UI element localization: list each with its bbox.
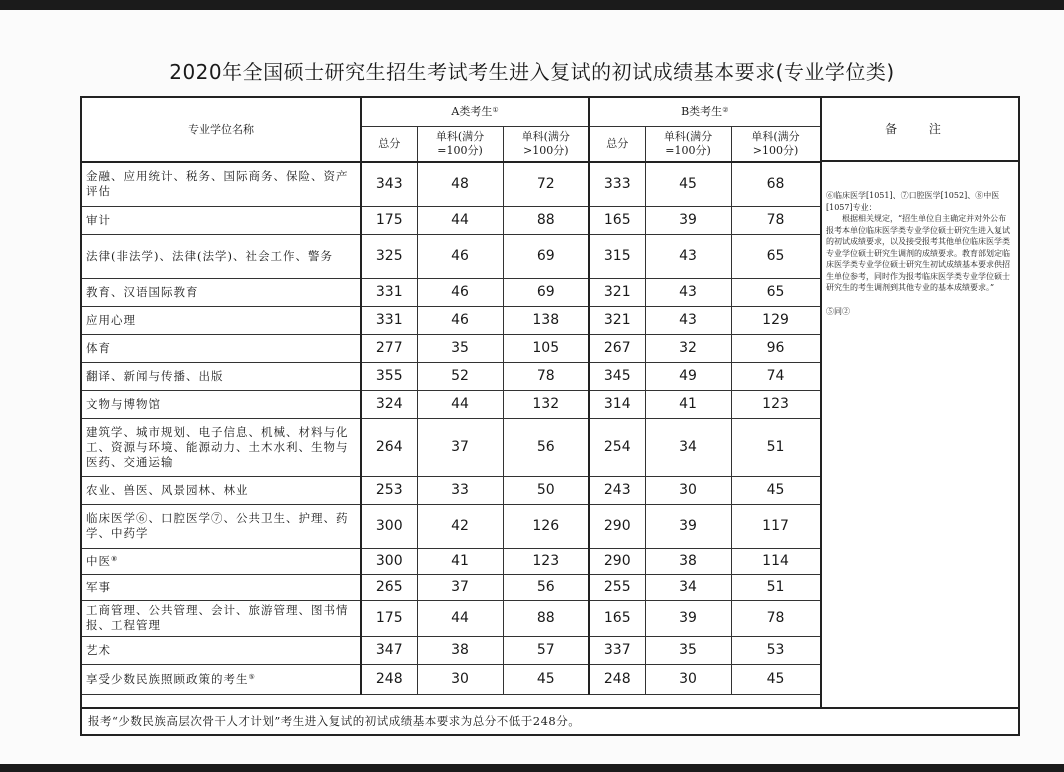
score-b-total: 314	[589, 390, 645, 418]
score-a-gt100: 57	[503, 636, 589, 664]
major-name: 中医	[86, 553, 111, 568]
score-a-total: 175	[361, 600, 417, 636]
score-b-gt100: 78	[731, 600, 820, 636]
score-b-total: 290	[589, 548, 645, 574]
score-b-100: 43	[645, 278, 731, 306]
remarks-line-2: 根据相关规定，“招生单位自主确定并对外公布报考本单位临床医学类专业学位硕士研究生进入复试的初试成绩要求，以及接受报考其他单位临床医学类专业学位硕士研究生调剂的成绩要求。教育部划定临床医学类专业学位硕士研究生初试成绩基本要求供招生单位参考，同时作为报考临床医学类专业学位硕士研究生的考生调剂到其他专业的基本成绩要求。”	[826, 214, 1010, 292]
score-a-total: 277	[361, 334, 417, 362]
major-footnote-mark: ⑧	[111, 554, 119, 563]
score-b-100: 35	[645, 636, 731, 664]
score-a-total: 175	[361, 206, 417, 234]
score-b-100: 41	[645, 390, 731, 418]
score-a-total: 265	[361, 574, 417, 600]
major-name-cell	[82, 390, 361, 418]
major-name-cell	[82, 362, 361, 390]
score-b-total: 248	[589, 664, 645, 694]
major-name: 体育	[86, 340, 111, 355]
score-a-total: 347	[361, 636, 417, 664]
score-b-gt100: 117	[731, 504, 820, 548]
score-b-100: 32	[645, 334, 731, 362]
score-a-total: 300	[361, 504, 417, 548]
score-b-total: 345	[589, 362, 645, 390]
major-name: 教育、汉语国际教育	[86, 284, 199, 299]
major-name: 金融、应用统计、税务、国际商务、保险、资产评估	[86, 169, 349, 199]
score-a-gt100: 88	[503, 206, 589, 234]
score-a-100: 44	[417, 600, 503, 636]
score-a-gt100: 132	[503, 390, 589, 418]
score-b-gt100: 78	[731, 206, 820, 234]
table-row	[82, 362, 820, 390]
major-name: 艺术	[86, 642, 111, 657]
header-major-name: 专业学位名称	[82, 98, 361, 162]
header-group-a-mark: ①	[492, 105, 499, 114]
score-b-total: 321	[589, 306, 645, 334]
major-name: 法律(非法学)、法律(法学)、社会工作、警务	[86, 248, 333, 263]
score-a-100: 41	[417, 548, 503, 574]
score-a-gt100: 56	[503, 418, 589, 476]
table-row	[82, 574, 820, 600]
major-footnote-mark: ⑤	[248, 672, 256, 681]
score-a-100: 38	[417, 636, 503, 664]
score-b-100: 30	[645, 476, 731, 504]
table-row	[82, 418, 820, 476]
score-a-gt100: 50	[503, 476, 589, 504]
score-a-100: 46	[417, 278, 503, 306]
header-a-total: 总分	[361, 126, 417, 162]
major-name: 临床医学⑥、口腔医学⑦、公共卫生、护理、药学、中药学	[86, 511, 349, 540]
score-b-gt100: 45	[731, 476, 820, 504]
page-title: 2020年全国硕士研究生招生考试考生进入复试的初试成绩基本要求(专业学位类)	[169, 60, 895, 84]
table-row	[82, 636, 820, 664]
major-name: 工商管理、公共管理、会计、旅游管理、图书情报、工程管理	[86, 603, 349, 632]
major-name-cell	[82, 162, 361, 206]
major-name-cell	[82, 600, 361, 636]
score-a-gt100: 126	[503, 504, 589, 548]
score-a-100: 42	[417, 504, 503, 548]
score-a-gt100: 78	[503, 362, 589, 390]
score-a-100: 48	[417, 162, 503, 206]
table-row	[82, 206, 820, 234]
major-name-cell	[82, 548, 361, 574]
score-a-100: 46	[417, 306, 503, 334]
table-row	[82, 306, 820, 334]
score-b-total: 255	[589, 574, 645, 600]
score-table	[82, 98, 821, 695]
score-b-total: 165	[589, 600, 645, 636]
score-b-gt100: 45	[731, 664, 820, 694]
score-a-total: 264	[361, 418, 417, 476]
table-row	[82, 162, 820, 206]
table-row	[82, 548, 820, 574]
major-name-cell	[82, 334, 361, 362]
score-b-100: 30	[645, 664, 731, 694]
score-a-total: 331	[361, 278, 417, 306]
score-a-100: 37	[417, 418, 503, 476]
score-a-total: 300	[361, 548, 417, 574]
score-a-100: 52	[417, 362, 503, 390]
right-margin-line	[1018, 96, 1020, 736]
score-b-100: 49	[645, 362, 731, 390]
bottom-dark-bar	[0, 764, 1064, 772]
score-b-gt100: 53	[731, 636, 820, 664]
score-a-gt100: 56	[503, 574, 589, 600]
score-a-gt100: 69	[503, 278, 589, 306]
score-b-gt100: 123	[731, 390, 820, 418]
score-a-100: 37	[417, 574, 503, 600]
score-a-total: 253	[361, 476, 417, 504]
score-b-total: 243	[589, 476, 645, 504]
score-b-total: 165	[589, 206, 645, 234]
major-name-cell	[82, 206, 361, 234]
score-b-gt100: 114	[731, 548, 820, 574]
header-group-a-label: A类考生	[451, 104, 493, 118]
major-name-cell	[82, 278, 361, 306]
score-b-100: 34	[645, 418, 731, 476]
score-a-total: 324	[361, 390, 417, 418]
score-b-total: 315	[589, 234, 645, 278]
major-name-cell	[82, 234, 361, 278]
score-a-100: 44	[417, 390, 503, 418]
header-b-total: 总分	[589, 126, 645, 162]
score-a-gt100: 88	[503, 600, 589, 636]
major-name: 建筑学、城市规划、电子信息、机械、材料与化工、资源与环境、能源动力、土木水利、生物与医药、交通运输	[86, 424, 349, 469]
score-b-total: 290	[589, 504, 645, 548]
header-b-single-gt100: 单科(满分 >100分)	[731, 126, 820, 162]
score-a-100: 46	[417, 234, 503, 278]
score-a-gt100: 138	[503, 306, 589, 334]
table-row	[82, 234, 820, 278]
score-a-100: 44	[417, 206, 503, 234]
score-b-total: 321	[589, 278, 645, 306]
score-b-100: 39	[645, 206, 731, 234]
score-a-total: 325	[361, 234, 417, 278]
score-a-gt100: 69	[503, 234, 589, 278]
header-a-single-100: 单科(满分 =100分)	[417, 126, 503, 162]
score-a-total: 248	[361, 664, 417, 694]
score-b-total: 333	[589, 162, 645, 206]
header-group-a	[361, 98, 589, 126]
score-a-gt100: 105	[503, 334, 589, 362]
table-body	[82, 162, 820, 694]
table-row	[82, 664, 820, 694]
score-sheet	[80, 96, 1020, 736]
remarks-body	[820, 162, 1018, 707]
major-name-cell	[82, 476, 361, 504]
score-b-gt100: 129	[731, 306, 820, 334]
footnote: 报考“少数民族高层次骨干人才计划”考生进入复试的初试成绩基本要求为总分不低于248分。	[82, 707, 1018, 734]
score-b-100: 39	[645, 504, 731, 548]
header-group-b-label: B类考生	[681, 104, 723, 118]
score-b-gt100: 96	[731, 334, 820, 362]
score-b-100: 38	[645, 548, 731, 574]
score-b-100: 45	[645, 162, 731, 206]
score-a-100: 33	[417, 476, 503, 504]
major-name-cell	[82, 664, 361, 694]
score-b-total: 337	[589, 636, 645, 664]
score-b-100: 43	[645, 306, 731, 334]
score-b-gt100: 74	[731, 362, 820, 390]
table-row	[82, 334, 820, 362]
score-b-gt100: 65	[731, 278, 820, 306]
major-name: 军事	[86, 579, 111, 594]
score-a-100: 35	[417, 334, 503, 362]
remarks-line-3: ⑤同②	[826, 306, 850, 316]
remarks-header: 备 注	[820, 98, 1018, 162]
remarks-line-1: ⑥临床医学[1051]、⑦口腔医学[1052]、⑧中医[1057]专业：	[826, 191, 1000, 212]
major-name-cell	[82, 574, 361, 600]
score-a-100: 30	[417, 664, 503, 694]
major-name: 农业、兽医、风景园林、林业	[86, 482, 249, 497]
major-name: 文物与博物馆	[86, 396, 161, 411]
table-row	[82, 278, 820, 306]
score-b-100: 34	[645, 574, 731, 600]
major-name-cell	[82, 418, 361, 476]
score-b-gt100: 51	[731, 574, 820, 600]
major-name: 审计	[86, 212, 111, 227]
header-group-b	[589, 98, 820, 126]
major-name: 翻译、新闻与传播、出版	[86, 368, 224, 383]
major-name-cell	[82, 504, 361, 548]
score-a-total: 343	[361, 162, 417, 206]
score-b-total: 267	[589, 334, 645, 362]
score-b-gt100: 51	[731, 418, 820, 476]
score-a-gt100: 72	[503, 162, 589, 206]
major-name: 享受少数民族照顾政策的考生	[86, 671, 249, 686]
major-name: 应用心理	[86, 312, 136, 327]
major-name-cell	[82, 306, 361, 334]
score-a-total: 331	[361, 306, 417, 334]
score-b-100: 43	[645, 234, 731, 278]
table-row	[82, 504, 820, 548]
major-name-cell	[82, 636, 361, 664]
header-group-b-mark: ②	[722, 105, 729, 114]
table-row	[82, 476, 820, 504]
score-a-total: 355	[361, 362, 417, 390]
table-row	[82, 390, 820, 418]
score-b-gt100: 68	[731, 162, 820, 206]
score-a-gt100: 123	[503, 548, 589, 574]
top-dark-bar	[0, 0, 1064, 10]
score-b-gt100: 65	[731, 234, 820, 278]
score-a-gt100: 45	[503, 664, 589, 694]
score-b-total: 254	[589, 418, 645, 476]
table-row	[82, 600, 820, 636]
score-b-100: 39	[645, 600, 731, 636]
header-a-single-gt100: 单科(满分 >100分)	[503, 126, 589, 162]
header-b-single-100: 单科(满分 =100分)	[645, 126, 731, 162]
